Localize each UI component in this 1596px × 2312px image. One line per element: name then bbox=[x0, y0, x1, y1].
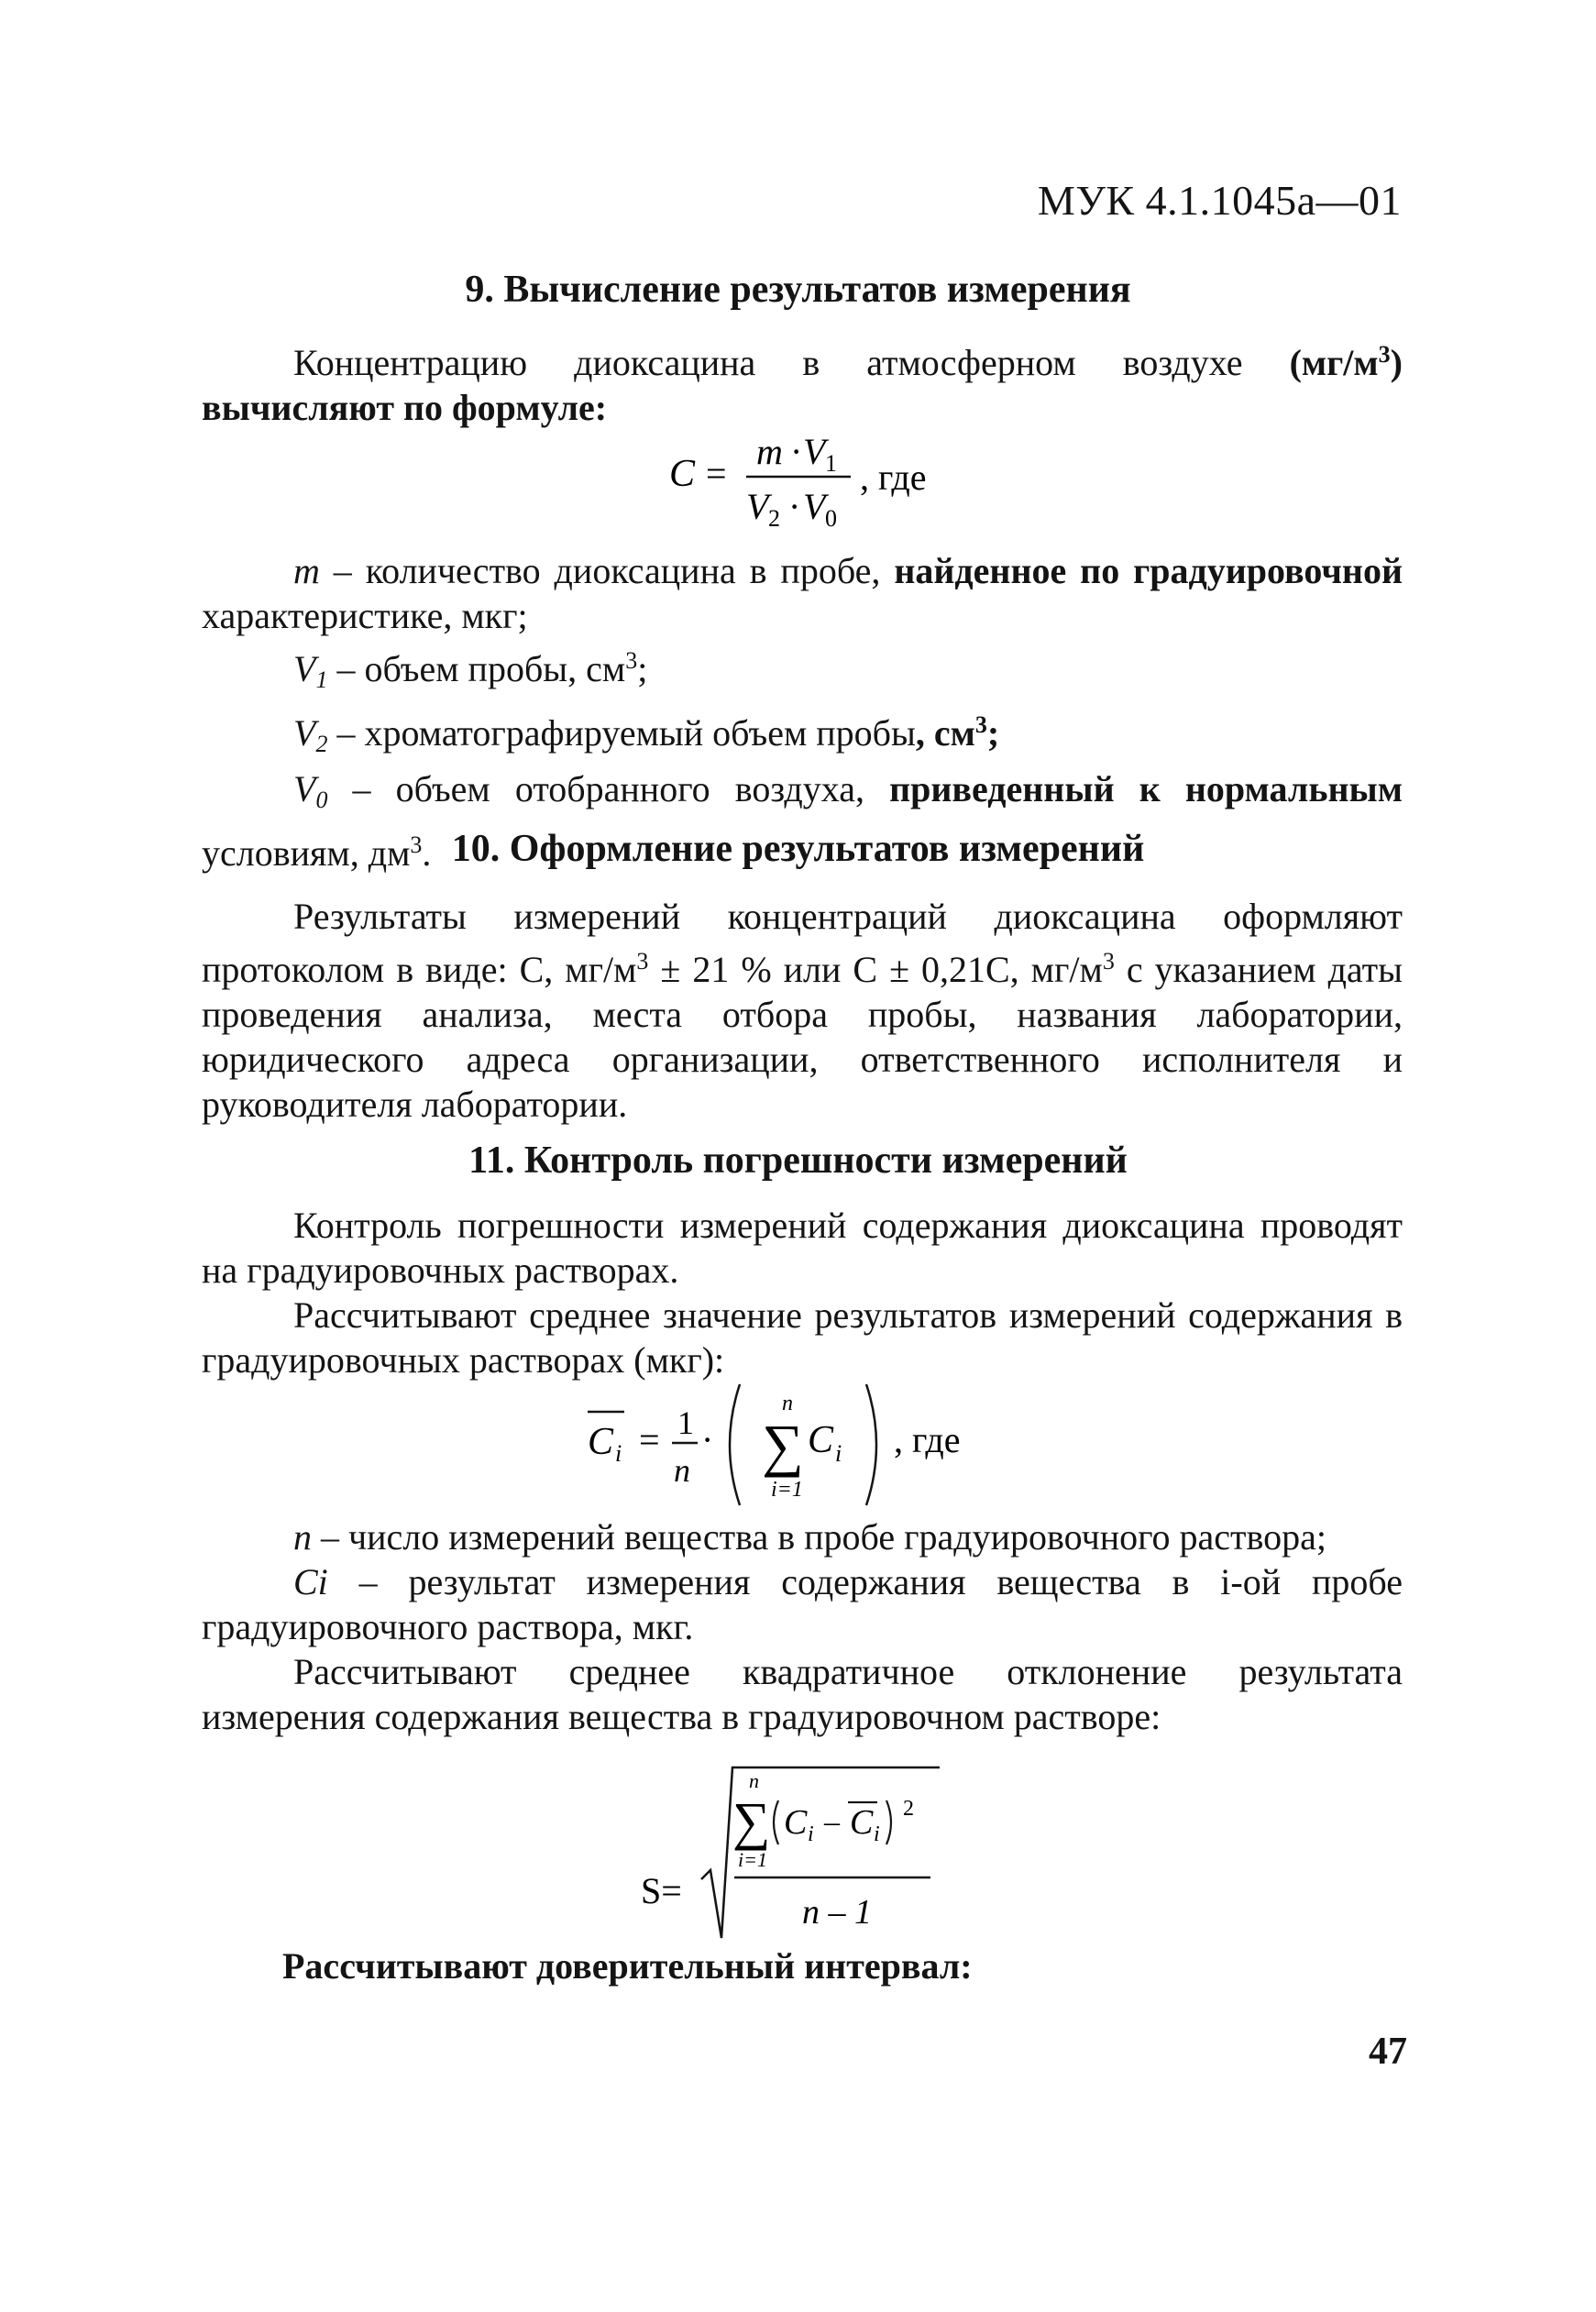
mean-dot: · bbox=[701, 1419, 714, 1460]
page-number: 47 bbox=[1369, 2031, 1407, 2073]
section-11-definitions bbox=[202, 1514, 1403, 1739]
formula-den-v0-sub: 0 bbox=[825, 505, 837, 532]
stddev-right-paren bbox=[886, 1800, 891, 1844]
stddev-c1-sub: i bbox=[808, 1822, 814, 1846]
formula-num-m: m bbox=[756, 431, 783, 472]
symbol-v0: V bbox=[293, 768, 316, 809]
results-exp-2: 3 bbox=[1102, 948, 1115, 974]
definition-n-text: – число измерений вещества в пробе градуировочного раствора; bbox=[312, 1516, 1326, 1558]
stddev-lhs: S= bbox=[641, 1870, 682, 1911]
symbol-v2: V bbox=[293, 712, 316, 754]
stddev-c1: C bbox=[784, 1803, 808, 1842]
symbol-n: n bbox=[293, 1516, 312, 1558]
definition-v2-unit: , см bbox=[915, 712, 975, 754]
formula-num-dot: · bbox=[790, 431, 803, 472]
symbol-v1: V bbox=[293, 648, 316, 689]
definition-v2-end: ; bbox=[986, 712, 1000, 754]
intro-paragraph bbox=[202, 332, 1403, 430]
results-text-3: с указанием даты проведения анализа, места отбора пробы, названия лаборатории, юридического адреса организации, ответственного исполнителя и руководителя лаборатории. bbox=[202, 949, 1403, 1125]
formula-num-v-sub: 1 bbox=[825, 450, 837, 477]
definition-ci bbox=[202, 1559, 1403, 1649]
definition-v1-end: ; bbox=[637, 648, 648, 689]
stddev-formula-svg bbox=[637, 1762, 967, 1945]
mean-formula bbox=[582, 1373, 1004, 1515]
confidence-interval-paragraph: Рассчитывают доверительный интервал: bbox=[282, 1945, 973, 1987]
symbol-v0-sub: 0 bbox=[315, 787, 328, 813]
mean-right-paren bbox=[866, 1384, 876, 1505]
formula-den-v2-sub: 2 bbox=[768, 505, 780, 532]
mean-eq: = bbox=[639, 1419, 660, 1460]
results-exp-1: 3 bbox=[636, 948, 649, 974]
definition-m-bold: найденное по градуировочной bbox=[894, 550, 1403, 591]
formula-tail: , где bbox=[860, 457, 927, 498]
section-9-heading: 9. Вычисление результатов измерения bbox=[465, 269, 1131, 311]
results-text-1: Результаты измерений концентраций диоксацина оформляют протоколом в виде: С, мг/м bbox=[202, 896, 1403, 990]
mean-paragraph: Рассчитывают среднее значение результатов измерений содержания в градуировочных растворах (мкг): bbox=[202, 1294, 1403, 1381]
formula-num-v: V bbox=[803, 431, 826, 472]
section-9-intro bbox=[202, 332, 1403, 430]
definition-ci-text: – результат измерения содержания вещества в i-ой пробе градуировочного раствора, мкг. bbox=[202, 1561, 1403, 1647]
control-paragraph: Контроль погрешности измерений содержания диоксацина проводят на градуировочных растворах. bbox=[202, 1205, 1403, 1291]
section-11-body bbox=[202, 1203, 1403, 1382]
mean-term: C bbox=[808, 1419, 834, 1461]
stddev-c2: C bbox=[850, 1803, 874, 1842]
section-10-heading: 10. Оформление результатов измерений bbox=[451, 828, 1145, 870]
stddev-sum-lower: i=1 bbox=[738, 1848, 767, 1871]
definition-v2-text: – хроматографируемый объем пробы bbox=[327, 712, 916, 754]
stddev-power: 2 bbox=[903, 1797, 914, 1821]
document-code: МУК 4.1.1045а—01 bbox=[1037, 177, 1402, 224]
intro-unit-exponent: 3 bbox=[1378, 341, 1391, 368]
mean-tail: , где bbox=[894, 1419, 961, 1460]
definition-v2-exp: 3 bbox=[974, 711, 987, 738]
definition-v0-text-2: условиям, дм bbox=[202, 832, 411, 874]
stddev-sum-sign: ∑ bbox=[732, 1791, 771, 1851]
intro-text-end: ) вычисляют по формуле: bbox=[202, 342, 1403, 428]
definition-v1-exp: 3 bbox=[625, 647, 638, 674]
section-10-body bbox=[202, 894, 1403, 1127]
definition-v0-exp: 3 bbox=[410, 831, 423, 858]
definition-v1-text: – объем пробы, см bbox=[327, 648, 626, 689]
stddev-den: n – 1 bbox=[802, 1893, 872, 1932]
intro-unit: (мг/м bbox=[1289, 342, 1379, 383]
formula-lhs: C bbox=[669, 453, 696, 495]
formula-den-dot: · bbox=[788, 486, 801, 527]
definition-m-end: характеристике, мкг; bbox=[202, 595, 528, 636]
definition-v0-bold: приведенный к нормальным bbox=[889, 768, 1403, 809]
stddev-minus: – bbox=[824, 1805, 840, 1839]
formula-den-v2: V bbox=[746, 486, 769, 527]
symbol-v2-sub: 2 bbox=[315, 731, 328, 757]
mean-sum-sign: ∑ bbox=[762, 1413, 804, 1478]
concentration-formula bbox=[660, 424, 972, 547]
definition-v0-text: – объем отобранного воздуха, bbox=[327, 768, 890, 809]
stddev-left-paren bbox=[774, 1800, 778, 1844]
mean-lhs-sub: i bbox=[615, 1440, 622, 1467]
symbol-v1-sub: 1 bbox=[315, 666, 328, 693]
formula-eq: = bbox=[706, 453, 727, 494]
formula-den-v0: V bbox=[803, 486, 826, 527]
results-format-paragraph bbox=[202, 894, 1403, 1127]
concentration-formula-svg bbox=[660, 424, 972, 543]
confidence-interval-line bbox=[202, 1943, 1403, 1988]
stddev-formula bbox=[637, 1762, 967, 1950]
definition-m-text: – количество диоксацина в пробе, bbox=[319, 550, 895, 591]
symbol-m: m bbox=[293, 550, 320, 591]
section-11-heading: 11. Контроль погрешности измерений bbox=[468, 1139, 1128, 1182]
mean-lhs: C bbox=[588, 1421, 614, 1463]
definition-m bbox=[202, 548, 1403, 638]
mean-sum-lower: i=1 bbox=[771, 1478, 803, 1502]
intro-text: Концентрацию диоксацина в атмосферном воздухе bbox=[293, 342, 1290, 383]
definition-v1 bbox=[202, 638, 1403, 702]
symbol-ci: Ci bbox=[293, 1561, 328, 1602]
definition-n bbox=[202, 1514, 1403, 1559]
mean-left-paren bbox=[730, 1384, 740, 1505]
mean-sum-upper: n bbox=[782, 1392, 793, 1415]
results-text-2: ± 21 % или С ± 0,21С, мг/м bbox=[648, 949, 1103, 990]
mean-num: 1 bbox=[677, 1404, 694, 1441]
mean-term-sub: i bbox=[835, 1440, 842, 1467]
mean-formula-svg bbox=[582, 1373, 1004, 1511]
stddev-c2-sub: i bbox=[874, 1822, 880, 1846]
stddev-sum-upper: n bbox=[749, 1769, 759, 1792]
definition-v2 bbox=[202, 702, 1403, 766]
stddev-paragraph: Рассчитывают среднее квадратичное отклонение результата измерения содержания вещества в градуировочном растворе: bbox=[202, 1651, 1403, 1737]
mean-den: n bbox=[674, 1452, 690, 1489]
definition-v0-end: . bbox=[422, 832, 432, 874]
